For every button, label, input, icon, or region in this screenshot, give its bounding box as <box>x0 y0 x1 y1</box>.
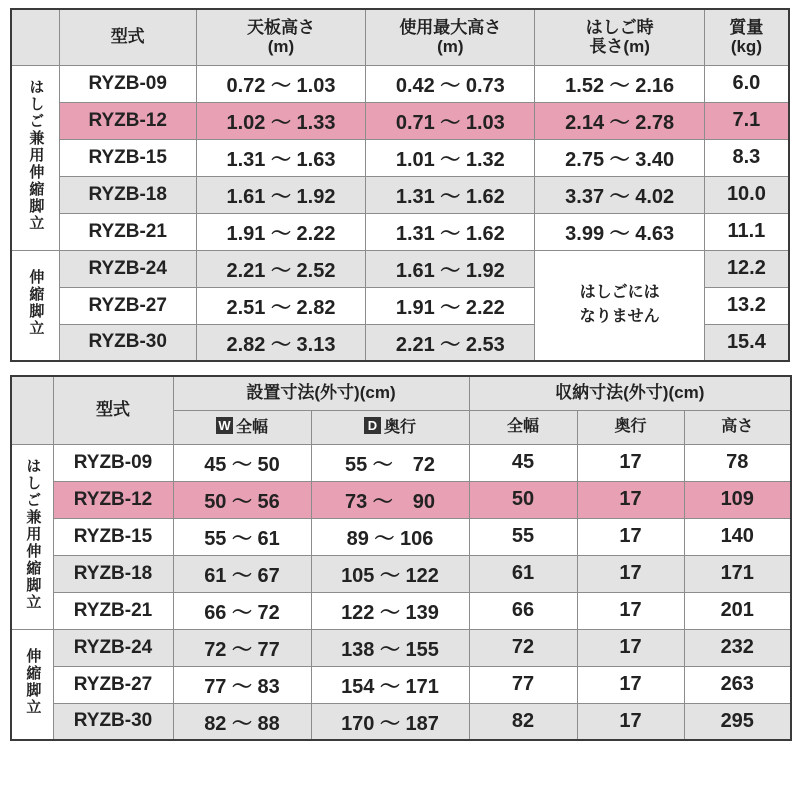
cell-setup-depth: 122 ～ 139 <box>311 592 469 629</box>
cell-stored-depth: 17 <box>577 592 684 629</box>
group-label-combination-ladder <box>11 444 53 629</box>
cell-top-height: 1.91 ～ 2.22 <box>196 213 365 250</box>
cell-ladder-length: 1.52 ～ 2.16 <box>535 65 704 102</box>
cell-stored-height: 140 <box>684 518 791 555</box>
cell-ladder-length: 3.99 ～ 4.63 <box>535 213 704 250</box>
cell-setup-width: 82 ～ 88 <box>173 703 311 740</box>
table-row <box>11 444 791 481</box>
table2-header <box>11 376 791 444</box>
cell-max-height: 2.21 ～ 2.53 <box>366 324 535 361</box>
cell-model: RYZB-12 <box>53 481 173 518</box>
cell-max-height: 1.61 ～ 1.92 <box>366 250 535 287</box>
cell-ladder-length: 3.37 ～ 4.02 <box>535 176 704 213</box>
cell-setup-depth: 170 ～ 187 <box>311 703 469 740</box>
cell-stored-height: 295 <box>684 703 791 740</box>
group-label-text: 伸縮脚立 <box>24 648 42 717</box>
cell-top-height: 2.82 ～ 3.13 <box>196 324 365 361</box>
cell-stored-height: 78 <box>684 444 791 481</box>
cell-max-height: 1.91 ～ 2.22 <box>366 287 535 324</box>
header-weight-line2: (kg) <box>730 37 762 57</box>
width-badge-icon: W <box>216 417 233 434</box>
cell-setup-width: 61 ～ 67 <box>173 555 311 592</box>
cell-weight: 13.2 <box>704 287 789 324</box>
cell-max-height: 0.71 ～ 1.03 <box>366 102 535 139</box>
cell-setup-depth: 73 ～ 90 <box>311 481 469 518</box>
table-row <box>11 213 789 250</box>
table-row <box>11 703 791 740</box>
cell-weight: 11.1 <box>704 213 789 250</box>
table1-corner-cell <box>11 9 59 65</box>
header-setup-dimensions: 設置寸法(外寸)(cm) <box>173 376 469 410</box>
cell-stored-height: 109 <box>684 481 791 518</box>
table-row <box>11 139 789 176</box>
header-depth-label: 奥行 <box>383 418 416 436</box>
group-label-text: はしご兼用伸縮脚立 <box>24 457 42 611</box>
header-stored-width: 全幅 <box>469 410 577 444</box>
cell-max-height: 1.31 ～ 1.62 <box>366 213 535 250</box>
depth-badge-icon: D <box>364 417 381 434</box>
table-row <box>11 65 789 102</box>
cell-stored-depth: 17 <box>577 703 684 740</box>
cell-stored-depth: 17 <box>577 629 684 666</box>
cell-model: RYZB-21 <box>59 213 196 250</box>
cell-stored-width: 66 <box>469 592 577 629</box>
table2-corner-cell <box>11 376 53 444</box>
group-label-combination-ladder <box>11 65 59 250</box>
cell-stored-depth: 17 <box>577 518 684 555</box>
table2-body <box>11 444 791 740</box>
cell-ladder-length: 2.75 ～ 3.40 <box>535 139 704 176</box>
cell-setup-width: 66 ～ 72 <box>173 592 311 629</box>
table1-body <box>11 65 789 361</box>
cell-top-height: 2.51 ～ 2.82 <box>196 287 365 324</box>
cell-model: RYZB-27 <box>53 666 173 703</box>
header-top-height-line1: 天板高さ <box>246 17 315 37</box>
cell-model: RYZB-09 <box>59 65 196 102</box>
header-stored-depth: 奥行 <box>577 410 684 444</box>
cell-weight: 6.0 <box>704 65 789 102</box>
table-row <box>11 555 791 592</box>
header-weight <box>704 9 789 65</box>
cell-max-height: 1.31 ～ 1.62 <box>366 176 535 213</box>
cell-stored-depth: 17 <box>577 444 684 481</box>
cell-ladder-not-available-note <box>535 250 704 361</box>
cell-setup-depth: 55 ～ 72 <box>311 444 469 481</box>
header-total-width-label: 全幅 <box>235 418 268 436</box>
cell-model: RYZB-24 <box>59 250 196 287</box>
cell-stored-width: 55 <box>469 518 577 555</box>
cell-stored-height: 263 <box>684 666 791 703</box>
header2-model: 型式 <box>53 376 173 444</box>
cell-stored-height: 201 <box>684 592 791 629</box>
cell-model: RYZB-18 <box>59 176 196 213</box>
cell-stored-height: 171 <box>684 555 791 592</box>
cell-stored-depth: 17 <box>577 555 684 592</box>
cell-weight: 15.4 <box>704 324 789 361</box>
header-depth-setup <box>311 410 469 444</box>
group-label-text: 伸縮脚立 <box>27 269 45 338</box>
table1-header <box>11 9 789 65</box>
cell-model: RYZB-30 <box>59 324 196 361</box>
table-row <box>11 518 791 555</box>
header-max-height-line1: 使用最大高さ <box>399 17 502 37</box>
header-max-height-line2: (m) <box>437 37 464 57</box>
cell-setup-width: 55 ～ 61 <box>173 518 311 555</box>
cell-weight: 8.3 <box>704 139 789 176</box>
cell-max-height: 1.01 ～ 1.32 <box>366 139 535 176</box>
header-ladder-length <box>535 9 704 65</box>
cell-stored-depth: 17 <box>577 666 684 703</box>
cell-stored-height: 232 <box>684 629 791 666</box>
cell-setup-depth: 89 ～ 106 <box>311 518 469 555</box>
cell-model: RYZB-30 <box>53 703 173 740</box>
cell-stored-width: 72 <box>469 629 577 666</box>
header-top-height <box>196 9 365 65</box>
group-label-text: はしご兼用伸縮脚立 <box>27 78 45 232</box>
table-row <box>11 629 791 666</box>
cell-setup-depth: 154 ～ 171 <box>311 666 469 703</box>
cell-model: RYZB-15 <box>59 139 196 176</box>
cell-setup-width: 72 ～ 77 <box>173 629 311 666</box>
group-label-extension-stepladder <box>11 629 53 740</box>
header-max-height <box>366 9 535 65</box>
cell-setup-width: 77 ～ 83 <box>173 666 311 703</box>
cell-setup-depth: 105 ～ 122 <box>311 555 469 592</box>
header-model: 型式 <box>59 9 196 65</box>
cell-model: RYZB-24 <box>53 629 173 666</box>
cell-max-height: 0.42 ～ 0.73 <box>366 65 535 102</box>
cell-weight: 7.1 <box>704 102 789 139</box>
header-ladder-line2: 長さ(m) <box>589 37 650 57</box>
table-row <box>11 666 791 703</box>
header-ladder-line1: はしご時 <box>585 17 654 37</box>
cell-stored-width: 82 <box>469 703 577 740</box>
group-label-extension-stepladder <box>11 250 59 361</box>
table-row <box>11 176 789 213</box>
cell-top-height: 1.61 ～ 1.92 <box>196 176 365 213</box>
header-total-width-setup <box>173 410 311 444</box>
cell-top-height: 2.21 ～ 2.52 <box>196 250 365 287</box>
specification-table-dimensions <box>10 375 792 741</box>
header-weight-line1: 質量 <box>729 17 764 37</box>
header-top-height-line2: (m) <box>267 37 295 57</box>
cell-model: RYZB-18 <box>53 555 173 592</box>
header-stored-dimensions: 収納寸法(外寸)(cm) <box>469 376 791 410</box>
cell-stored-width: 77 <box>469 666 577 703</box>
cell-weight: 10.0 <box>704 176 789 213</box>
cell-top-height: 1.31 ～ 1.63 <box>196 139 365 176</box>
cell-stored-width: 61 <box>469 555 577 592</box>
cell-setup-depth: 138 ～ 155 <box>311 629 469 666</box>
note-line1: はしごには <box>579 284 660 302</box>
cell-top-height: 1.02 ～ 1.33 <box>196 102 365 139</box>
cell-ladder-length: 2.14 ～ 2.78 <box>535 102 704 139</box>
cell-top-height: 0.72 ～ 1.03 <box>196 65 365 102</box>
cell-setup-width: 50 ～ 56 <box>173 481 311 518</box>
cell-model: RYZB-27 <box>59 287 196 324</box>
cell-model: RYZB-09 <box>53 444 173 481</box>
header-stored-height: 高さ <box>684 410 791 444</box>
cell-model: RYZB-15 <box>53 518 173 555</box>
cell-weight: 12.2 <box>704 250 789 287</box>
specification-table-heights <box>10 8 790 362</box>
cell-model: RYZB-21 <box>53 592 173 629</box>
cell-stored-depth: 17 <box>577 481 684 518</box>
cell-stored-width: 45 <box>469 444 577 481</box>
cell-model: RYZB-12 <box>59 102 196 139</box>
cell-stored-width: 50 <box>469 481 577 518</box>
table-row <box>11 102 789 139</box>
cell-setup-width: 45 ～ 50 <box>173 444 311 481</box>
table-row <box>11 481 791 518</box>
table-row <box>11 250 789 287</box>
table-row <box>11 592 791 629</box>
note-line2: なりません <box>579 308 660 326</box>
